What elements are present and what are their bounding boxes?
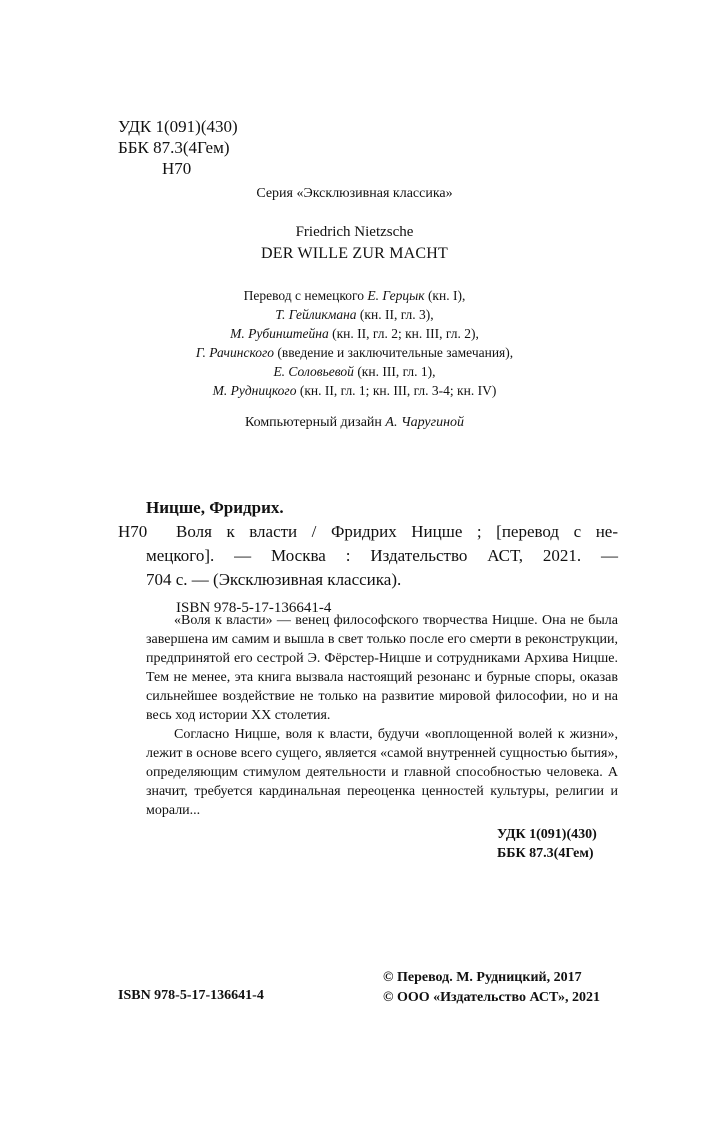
footer-isbn: ISBN 978-5-17-136641-4 bbox=[118, 988, 264, 1003]
copyright-line: © ООО «Издательство АСТ», 2021 bbox=[383, 990, 601, 1005]
translator-name: Е. Соловьевой bbox=[273, 364, 354, 379]
biblio-entry-line: 704 с. — (Эксклюзивная классика). bbox=[146, 570, 402, 589]
biblio-entry-line: Н70 Воля к власти / Фридрих Ницше ; [перевод с не- bbox=[118, 520, 618, 544]
translator-name: М. Рубинштейна bbox=[230, 326, 329, 341]
copyright-line: © Перевод. М. Рудницкий, 2017 bbox=[383, 970, 582, 985]
translator-line: М. Рубинштейна (кн. II, гл. 2; кн. III, гл. 2), bbox=[230, 326, 479, 341]
translator-line: Е. Соловьевой (кн. III, гл. 1), bbox=[273, 364, 436, 379]
classification-codes bbox=[118, 116, 238, 179]
translator-line: М. Рудницкого (кн. II, гл. 1; кн. III, гл. 3-4; кн. IV) bbox=[212, 383, 497, 398]
design-credit: Компьютерный дизайн А. Чаругиной bbox=[244, 415, 465, 430]
series-name: Серия «Эксклюзивная классика» bbox=[256, 186, 453, 201]
copyright-block bbox=[383, 968, 600, 1008]
translator-name: М. Рудницкого bbox=[212, 383, 297, 398]
bibliographic-record bbox=[118, 496, 618, 620]
udk-code: УДК 1(091)(430) bbox=[497, 827, 597, 842]
translator-line: Перевод с немецкого Е. Герцык (кн. I), bbox=[243, 288, 466, 303]
bbk-code: ББК 87.3(4Гем) bbox=[497, 846, 594, 861]
annotation-paragraph: Согласно Ницше, воля к власти, будучи «воплощенной волей к жизни», лежит в основе всего сущего, является «самой внутренней сущностью бытия», определяющим стимулом деятельности и главной способностью человека. А значит, требуется кардинальная переоценка ценностей культуры, религии и морали... bbox=[146, 727, 618, 818]
original-title: DER WILLE ZUR MACHT bbox=[260, 245, 449, 262]
translator-line: Т. Гейликмана (кн. II, гл. 3), bbox=[275, 307, 434, 322]
annotation bbox=[146, 611, 618, 820]
translator-name: Е. Герцык bbox=[367, 288, 425, 303]
bbk-code: ББК 87.3(4Гем) bbox=[118, 138, 230, 157]
biblio-mark: Н70 bbox=[118, 522, 148, 541]
author-mark: Н70 bbox=[162, 159, 192, 178]
original-author: Friedrich Nietzsche bbox=[295, 224, 414, 240]
biblio-isbn: ISBN 978-5-17-136641-4 bbox=[176, 600, 332, 616]
udk-code: УДК 1(091)(430) bbox=[118, 117, 238, 136]
biblio-author: Ницше, Фридрих. bbox=[146, 498, 284, 517]
annotation-paragraph: «Воля к власти» — венец философского творчества Ницше. Она не была завершена им самим и вышла в свет только после его смерти в реконструкции, предпринятой его сестрой Э. Фёрстер-Ницше и сотрудниками Архива Ницше. Тем не менее, эта книга вызвала настоящий резонанс и бурные споры, оказав сильнейшее воздействие не только на развитие мировой философии, но и на весь ход истории XX столетия. bbox=[146, 613, 618, 723]
translator-line: Г. Рачинского (введение и заключительные замечания), bbox=[195, 345, 514, 360]
designer-name: А. Чаругиной bbox=[385, 415, 465, 430]
biblio-entry-line: мецкого]. — Москва : Издательство АСТ, 2021. — bbox=[146, 546, 618, 565]
translator-name: Т. Гейликмана bbox=[275, 307, 357, 322]
translator-name: Г. Рачинского bbox=[195, 345, 275, 360]
classification-codes-bottom bbox=[497, 825, 597, 863]
translators-list bbox=[0, 286, 709, 400]
